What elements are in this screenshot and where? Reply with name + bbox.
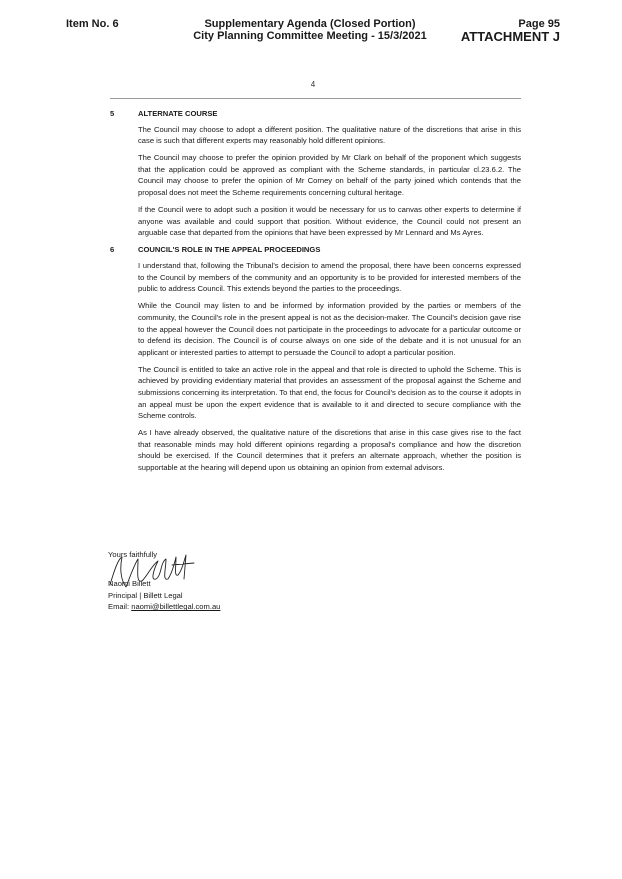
section-heading <box>110 244 521 256</box>
section-alternate-course <box>110 108 521 239</box>
paragraph: While the Council may listen to and be informed by information provided by the parties or members of the community, the Council's role in the present appeal is not as the decision-maker. The Council's decision gave rise to the appeal however the Council does not participate in the proceedings to advocate for a particular outcome or to defend its decision. The Council is of course always on one side of the debate and it is not unusual for an applicant or interested parties to attempt to persuade the Council to adopt a particular position. <box>138 301 521 357</box>
header-attachment-label: ATTACHMENT J <box>460 29 560 44</box>
signatory-name: Naomi Billett <box>108 579 151 589</box>
section-title: COUNCIL'S ROLE IN THE APPEAL PROCEEDINGS <box>138 245 321 255</box>
paragraph: As I have already observed, the qualitative nature of the discretions that arise in this case gives rise to the fact that reasonable minds may hold different opinions regarding a proposal's compliance and how the discretion should be exercised. If the Council determines that it prefers an alternate approach, whether the position is supportable at the hearing will depend upon us obtaining an opinion from external advisors. <box>138 428 521 473</box>
salutation: Yours faithfully <box>108 550 158 559</box>
section-title: ALTERNATE COURSE <box>138 109 218 118</box>
paragraph: If the Council were to adopt such a position it would be necessary for us to canvas other experts to determine if anyone was available and could support that position. Without evidence, the Council could not present an arguable case that departed from the opinions that have been expressed by Mr Lennard and Ms Ayres. <box>138 205 521 238</box>
section-councils-role <box>110 244 521 473</box>
header-page-number: Page 95 <box>518 18 560 30</box>
paragraph: The Council may choose to prefer the opinion provided by Mr Clark on behalf of the proponent which suggests that the application could be approved as compliant with the Scheme standards, in particular cl.23.6.2. The Council may choose to prefer the opinion of Mr Corney on behalf of the party joined which contends that the proposal does not meet the Scheme requirements concerning cultural heritage. <box>138 153 521 198</box>
section-number: 5 <box>110 109 115 118</box>
paragraph: The Council is entitled to take an active role in the appeal and that role is directed to uphold the Scheme. This is achieved by providing evidentiary material that provides an assessment of the proposal against the Scheme and submissions concerning its interpretation. To that end, the focus for Council's decision as to the course it adopts in an appeal must be upon the expert evidence that is available to it and directed to secure compliance with the Scheme controls. <box>138 364 521 421</box>
email-link[interactable]: naomi@billettlegal.com.au <box>131 602 221 612</box>
signatory-title: Principal | Billett Legal <box>108 590 183 600</box>
email-label: Email: <box>108 602 132 612</box>
section-number: 6 <box>110 245 115 255</box>
section-heading <box>110 108 521 120</box>
document-page-number: 4 <box>310 80 316 89</box>
paragraph: The Council may choose to adopt a different position. The qualitative nature of the discretions that arise in this case is such that different experts may reasonably hold different opinions. <box>138 124 521 146</box>
header-divider <box>110 98 521 99</box>
handwritten-signature <box>108 551 198 593</box>
signatory-email <box>108 601 308 612</box>
paragraph: I understand that, following the Tribunal's decision to amend the proposal, there have been concerns expressed to the Council by members of the community and an opportunity is to be provided for interested members of the public to address Council. This extends beyond the parties to the proceedings. <box>138 261 521 294</box>
header-agenda-line2: City Planning Committee Meeting - 15/3/2021 <box>193 30 427 42</box>
header-agenda-line1: Supplementary Agenda (Closed Portion) <box>204 18 416 30</box>
letter-body <box>110 108 521 479</box>
header-agenda-title <box>160 18 460 42</box>
header-item-number: Item No. 6 <box>66 18 119 30</box>
